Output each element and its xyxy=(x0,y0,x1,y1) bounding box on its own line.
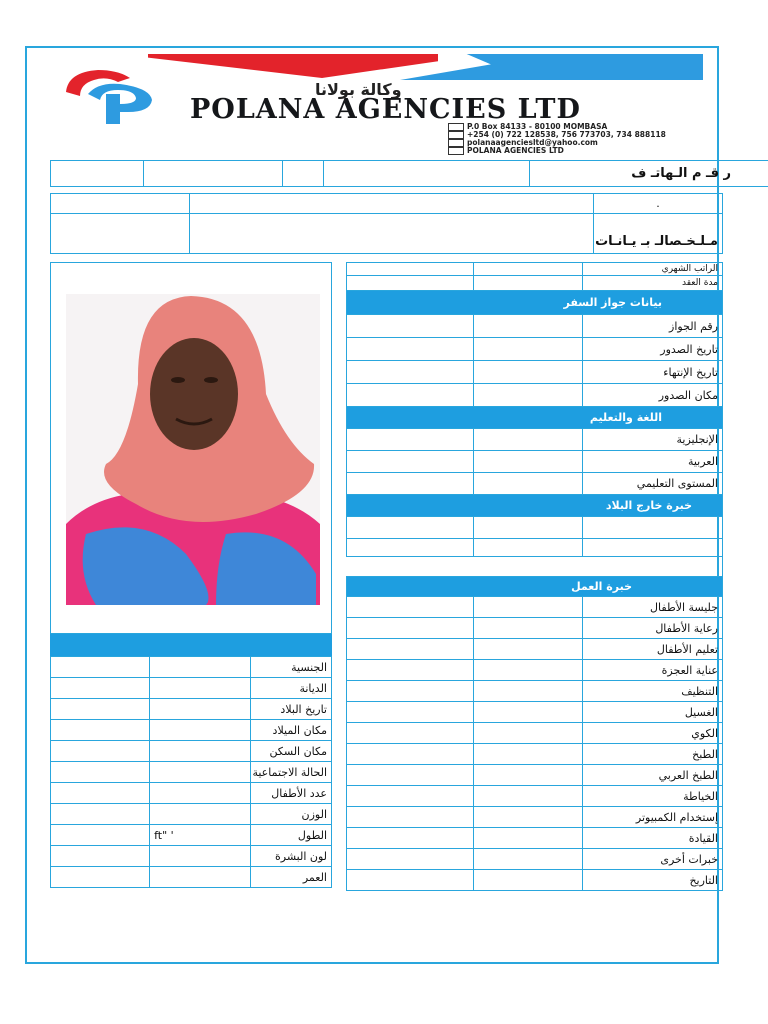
value-cell[interactable] xyxy=(474,681,583,702)
salary-label: الراتب الشهري xyxy=(583,263,723,276)
abroad-header: خبرة خارج البلاد xyxy=(347,495,723,517)
row-label: القيادة xyxy=(583,828,723,849)
empty-cell xyxy=(51,762,150,783)
contact-phone: +254 (0) 722 128538, 756 773703, 734 888118 xyxy=(448,131,666,139)
personal-row xyxy=(51,825,332,846)
personal-label: عدد الأطفال xyxy=(251,783,332,804)
value-cell[interactable] xyxy=(347,681,474,702)
value-cell[interactable] xyxy=(474,451,583,473)
personal-value[interactable] xyxy=(150,846,251,867)
row-label: الغسيل xyxy=(583,702,723,723)
row-label: الخياطة xyxy=(583,786,723,807)
personal-row xyxy=(51,783,332,804)
value-cell[interactable] xyxy=(347,870,474,891)
value-cell[interactable] xyxy=(474,429,583,451)
value-cell[interactable] xyxy=(347,618,474,639)
mail-icon xyxy=(448,123,464,131)
value-cell[interactable] xyxy=(347,786,474,807)
value-cell[interactable] xyxy=(474,786,583,807)
personal-value[interactable] xyxy=(150,867,251,888)
value-cell[interactable] xyxy=(347,702,474,723)
empty-cell xyxy=(51,657,150,678)
row-label: عناية العجزة xyxy=(583,660,723,681)
value-cell[interactable] xyxy=(474,618,583,639)
summary-table xyxy=(50,193,723,254)
contact-email: polanaagenciesltd@yahoo.com xyxy=(448,139,666,147)
language-header: اللغة والتعليم xyxy=(347,407,723,429)
company-logo-icon xyxy=(58,64,158,124)
personal-row xyxy=(51,804,332,825)
email-icon xyxy=(448,139,464,147)
value-cell[interactable] xyxy=(347,828,474,849)
contact-block xyxy=(448,123,666,155)
value-cell[interactable] xyxy=(474,338,583,361)
passport-header: بيانات جواز السفر xyxy=(347,291,723,315)
work-row xyxy=(347,597,723,618)
empty-cell xyxy=(51,678,150,699)
empty-cell xyxy=(51,699,150,720)
language-row xyxy=(347,473,723,495)
personal-value[interactable] xyxy=(150,720,251,741)
value-cell[interactable] xyxy=(347,807,474,828)
personal-label: الحالة الاجتماعية xyxy=(251,762,332,783)
empty-cell xyxy=(51,825,150,846)
facebook-icon xyxy=(448,147,464,155)
empty-cell xyxy=(51,804,150,825)
personal-label: الوزن xyxy=(251,804,332,825)
row-label: التاريخ xyxy=(583,870,723,891)
row-label: رعاية الأطفال xyxy=(583,618,723,639)
work-row xyxy=(347,681,723,702)
value-cell[interactable] xyxy=(347,429,474,451)
row-label: تاريخ الإنتهاء xyxy=(583,361,723,384)
personal-row xyxy=(51,699,332,720)
contact-facebook: POLANA AGENCIES LTD xyxy=(448,147,666,155)
personal-value[interactable]: ' "ft xyxy=(150,825,251,846)
value-cell[interactable] xyxy=(474,849,583,870)
summary-label: مـلـخـصالـ بـ يـانـات xyxy=(594,214,723,254)
empty-cell xyxy=(51,846,150,867)
personal-value[interactable] xyxy=(150,699,251,720)
right-info-table xyxy=(346,262,723,891)
work-header: خبرة العمل xyxy=(347,577,723,597)
personal-row xyxy=(51,867,332,888)
passport-row xyxy=(347,361,723,384)
left-section-header xyxy=(50,634,332,656)
value-cell[interactable] xyxy=(347,849,474,870)
value-cell[interactable] xyxy=(474,597,583,618)
language-row xyxy=(347,429,723,451)
personal-label: تاريخ البلاد xyxy=(251,699,332,720)
contact-address: P.0 Box 84133 - 80100 MOMBASA xyxy=(448,123,666,131)
personal-row xyxy=(51,657,332,678)
empty-cell xyxy=(51,867,150,888)
personal-row xyxy=(51,741,332,762)
row-label: خبرات أخرى xyxy=(583,849,723,870)
passport-row xyxy=(347,338,723,361)
work-row xyxy=(347,744,723,765)
value-cell[interactable] xyxy=(474,639,583,660)
phone-table xyxy=(50,160,768,187)
company-name: POLANA AGENCIES LTD xyxy=(190,94,581,125)
value-cell[interactable] xyxy=(347,765,474,786)
language-row xyxy=(347,451,723,473)
work-row xyxy=(347,723,723,744)
passport-row xyxy=(347,384,723,407)
personal-row xyxy=(51,846,332,867)
row-label: الإنجليزية xyxy=(583,429,723,451)
work-row xyxy=(347,765,723,786)
row-label: تاريخ الصدور xyxy=(583,338,723,361)
value-cell[interactable] xyxy=(347,473,474,495)
work-row xyxy=(347,639,723,660)
value-cell[interactable] xyxy=(474,702,583,723)
row-label: مكان الصدور xyxy=(583,384,723,407)
personal-label: لون البشرة xyxy=(251,846,332,867)
personal-row xyxy=(51,762,332,783)
value-cell[interactable] xyxy=(474,473,583,495)
work-row xyxy=(347,786,723,807)
row-label: العربية xyxy=(583,451,723,473)
empty-cell xyxy=(51,720,150,741)
value-cell[interactable] xyxy=(347,384,474,407)
value-cell[interactable] xyxy=(347,315,474,338)
work-row xyxy=(347,618,723,639)
personal-row xyxy=(51,720,332,741)
value-cell[interactable] xyxy=(347,744,474,765)
row-label: الكوي xyxy=(583,723,723,744)
row-label: إستخدام الكمبيوتر xyxy=(583,807,723,828)
duration-label: مدة العقد xyxy=(583,276,723,291)
personal-info-table xyxy=(50,656,332,888)
personal-value[interactable] xyxy=(150,762,251,783)
value-cell[interactable] xyxy=(347,723,474,744)
row-label: المستوى التعليمي xyxy=(583,473,723,495)
phone-label: ر قـ م الـهاتـ ف xyxy=(530,161,768,187)
value-cell[interactable] xyxy=(474,870,583,891)
value-cell[interactable] xyxy=(474,315,583,338)
personal-value[interactable] xyxy=(150,678,251,699)
personal-label: مكان السكن xyxy=(251,741,332,762)
value-cell[interactable] xyxy=(347,361,474,384)
value-cell[interactable] xyxy=(474,361,583,384)
value-cell[interactable] xyxy=(474,660,583,681)
candidate-photo xyxy=(66,294,320,605)
value-cell[interactable] xyxy=(474,828,583,849)
value-cell[interactable] xyxy=(474,384,583,407)
work-row xyxy=(347,870,723,891)
empty-cell xyxy=(51,741,150,762)
personal-value[interactable] xyxy=(150,657,251,678)
personal-value[interactable] xyxy=(150,741,251,762)
row-label: رقم الجواز xyxy=(583,315,723,338)
value-cell[interactable] xyxy=(474,744,583,765)
dot-cell: . xyxy=(594,194,723,214)
arabic-logo-text: وكالة بولانا xyxy=(315,80,402,99)
value-cell[interactable] xyxy=(474,807,583,828)
personal-label: الديانة xyxy=(251,678,332,699)
row-label: تعليم الأطفال xyxy=(583,639,723,660)
row-label: الطبخ xyxy=(583,744,723,765)
value-cell[interactable] xyxy=(347,597,474,618)
value-cell[interactable] xyxy=(347,639,474,660)
phone-icon xyxy=(448,131,464,139)
work-row xyxy=(347,660,723,681)
personal-label: مكان الميلاد xyxy=(251,720,332,741)
row-label: جليسة الأطفال xyxy=(583,597,723,618)
row-label: التنظيف xyxy=(583,681,723,702)
work-row xyxy=(347,702,723,723)
work-row xyxy=(347,849,723,870)
row-label: الطبخ العربي xyxy=(583,765,723,786)
value-cell[interactable] xyxy=(347,338,474,361)
personal-value[interactable] xyxy=(150,804,251,825)
work-row xyxy=(347,807,723,828)
personal-label: الطول xyxy=(251,825,332,846)
personal-label: العمر xyxy=(251,867,332,888)
personal-value[interactable] xyxy=(150,783,251,804)
value-cell[interactable] xyxy=(347,660,474,681)
empty-cell xyxy=(51,783,150,804)
personal-label: الجنسية xyxy=(251,657,332,678)
passport-row xyxy=(347,315,723,338)
personal-row xyxy=(51,678,332,699)
value-cell[interactable] xyxy=(347,451,474,473)
value-cell[interactable] xyxy=(474,723,583,744)
value-cell[interactable] xyxy=(474,765,583,786)
work-row xyxy=(347,828,723,849)
